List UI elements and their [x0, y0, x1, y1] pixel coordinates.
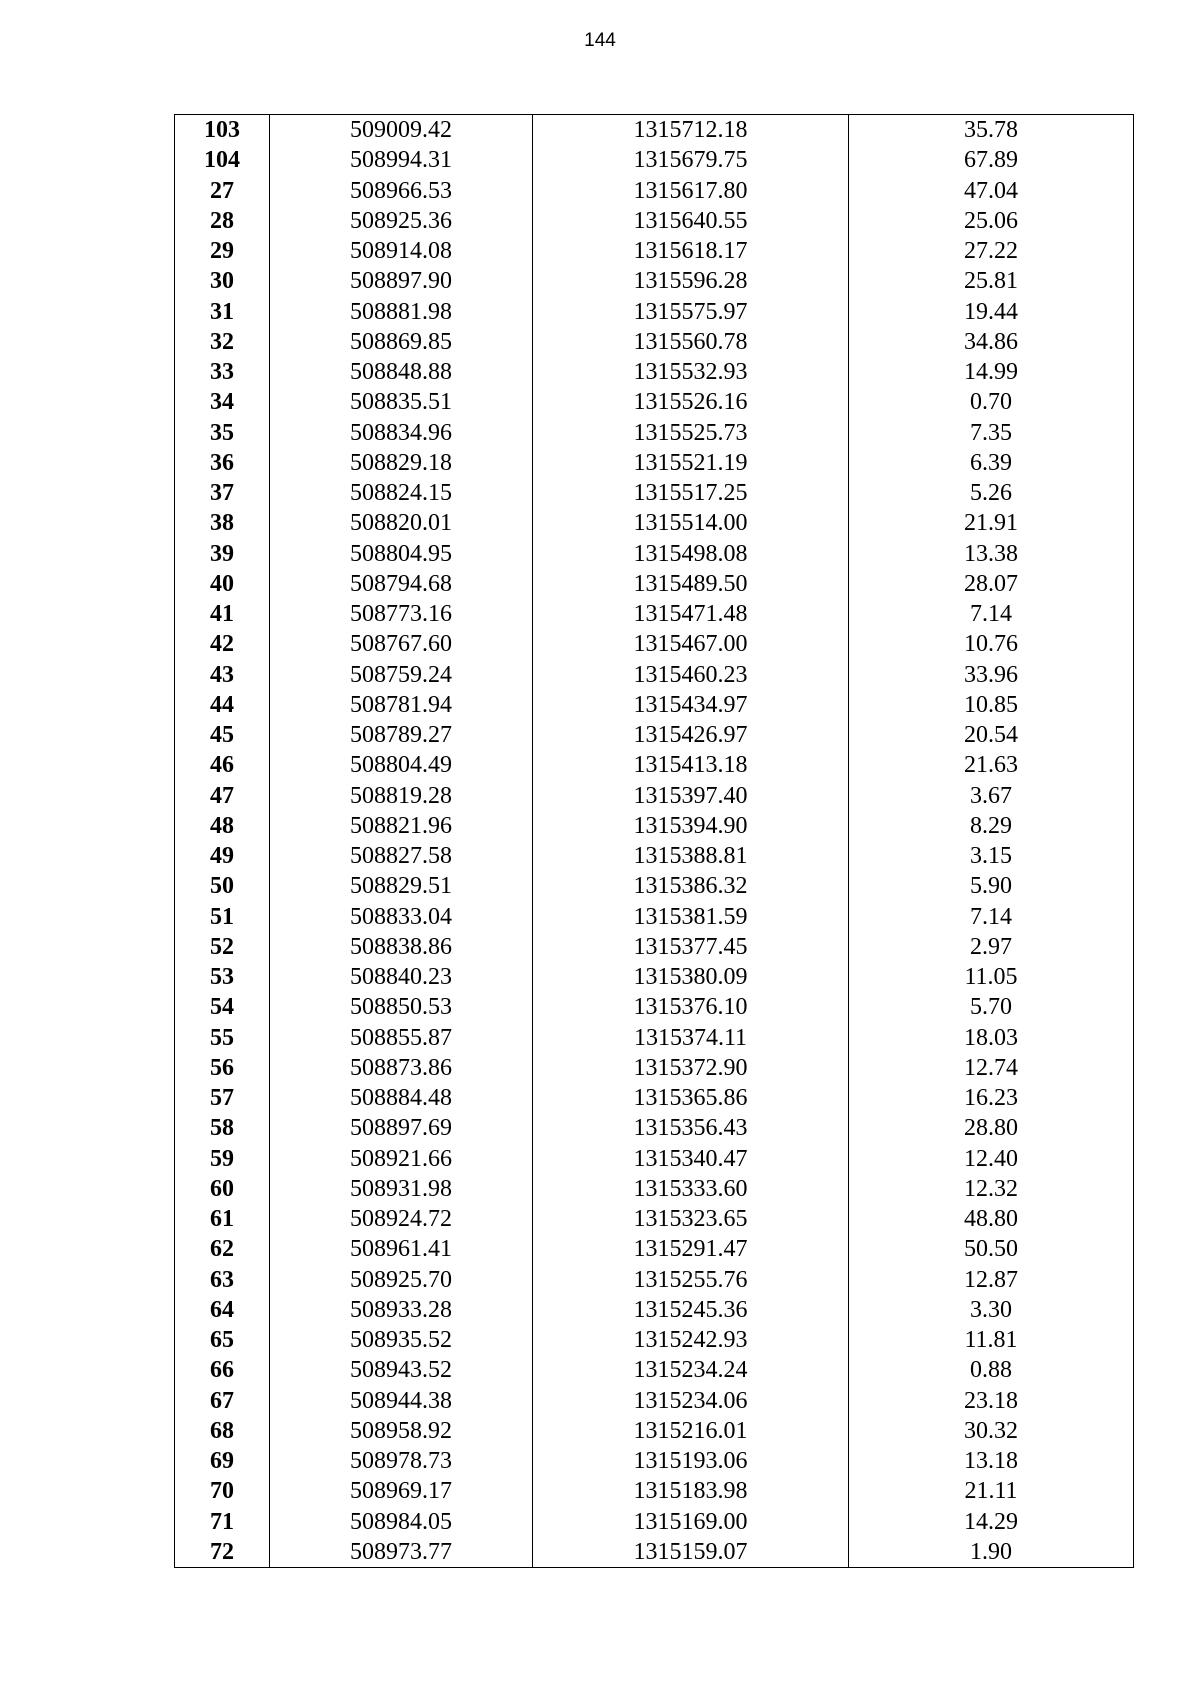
y-coordinate-cell: 1315521.19: [533, 448, 849, 478]
point-number-cell: 41: [175, 599, 270, 629]
distance-cell: 7.14: [849, 902, 1134, 932]
coordinates-table-body: [175, 115, 1134, 1568]
y-coordinate-cell: 1315323.65: [533, 1204, 849, 1234]
table-row: [175, 448, 1134, 478]
table-row: [175, 629, 1134, 659]
table-row: [175, 660, 1134, 690]
y-coordinate-cell: 1315380.09: [533, 962, 849, 992]
y-coordinate-cell: 1315434.97: [533, 690, 849, 720]
table-row: [175, 1204, 1134, 1234]
table-row: [175, 176, 1134, 206]
y-coordinate-cell: 1315617.80: [533, 176, 849, 206]
x-coordinate-cell: 508821.96: [270, 811, 533, 841]
distance-cell: 50.50: [849, 1234, 1134, 1264]
table-row: [175, 266, 1134, 296]
distance-cell: 10.85: [849, 690, 1134, 720]
point-number-cell: 104: [175, 145, 270, 175]
coordinates-table: [174, 114, 1134, 1568]
table-row: [175, 1416, 1134, 1446]
x-coordinate-cell: 508958.92: [270, 1416, 533, 1446]
point-number-cell: 68: [175, 1416, 270, 1446]
x-coordinate-cell: 508773.16: [270, 599, 533, 629]
x-coordinate-cell: 508994.31: [270, 145, 533, 175]
point-number-cell: 35: [175, 418, 270, 448]
table-row: [175, 932, 1134, 962]
distance-cell: 12.74: [849, 1053, 1134, 1083]
y-coordinate-cell: 1315596.28: [533, 266, 849, 296]
distance-cell: 0.88: [849, 1355, 1134, 1385]
table-row: [175, 1386, 1134, 1416]
distance-cell: 2.97: [849, 932, 1134, 962]
y-coordinate-cell: 1315374.11: [533, 1023, 849, 1053]
point-number-cell: 61: [175, 1204, 270, 1234]
table-row: [175, 357, 1134, 387]
table-row: [175, 539, 1134, 569]
y-coordinate-cell: 1315159.07: [533, 1537, 849, 1568]
table-row: [175, 781, 1134, 811]
x-coordinate-cell: 508767.60: [270, 629, 533, 659]
distance-cell: 8.29: [849, 811, 1134, 841]
x-coordinate-cell: 508897.69: [270, 1113, 533, 1143]
point-number-cell: 51: [175, 902, 270, 932]
y-coordinate-cell: 1315498.08: [533, 539, 849, 569]
x-coordinate-cell: 508781.94: [270, 690, 533, 720]
distance-cell: 14.29: [849, 1507, 1134, 1537]
y-coordinate-cell: 1315291.47: [533, 1234, 849, 1264]
x-coordinate-cell: 508931.98: [270, 1174, 533, 1204]
distance-cell: 28.07: [849, 569, 1134, 599]
point-number-cell: 57: [175, 1083, 270, 1113]
point-number-cell: 36: [175, 448, 270, 478]
x-coordinate-cell: 508833.04: [270, 902, 533, 932]
distance-cell: 30.32: [849, 1416, 1134, 1446]
point-number-cell: 30: [175, 266, 270, 296]
distance-cell: 13.18: [849, 1446, 1134, 1476]
table-row: [175, 145, 1134, 175]
point-number-cell: 54: [175, 992, 270, 1022]
point-number-cell: 42: [175, 629, 270, 659]
distance-cell: 1.90: [849, 1537, 1134, 1568]
distance-cell: 5.70: [849, 992, 1134, 1022]
distance-cell: 48.80: [849, 1204, 1134, 1234]
table-row: [175, 811, 1134, 841]
distance-cell: 12.40: [849, 1144, 1134, 1174]
point-number-cell: 52: [175, 932, 270, 962]
y-coordinate-cell: 1315413.18: [533, 750, 849, 780]
point-number-cell: 69: [175, 1446, 270, 1476]
point-number-cell: 70: [175, 1476, 270, 1506]
table-row: [175, 720, 1134, 750]
x-coordinate-cell: 509009.42: [270, 115, 533, 146]
distance-cell: 12.32: [849, 1174, 1134, 1204]
table-row: [175, 902, 1134, 932]
x-coordinate-cell: 508829.51: [270, 871, 533, 901]
x-coordinate-cell: 508835.51: [270, 387, 533, 417]
table-row: [175, 297, 1134, 327]
x-coordinate-cell: 508840.23: [270, 962, 533, 992]
table-row: [175, 992, 1134, 1022]
x-coordinate-cell: 508897.90: [270, 266, 533, 296]
distance-cell: 10.76: [849, 629, 1134, 659]
table-row: [175, 327, 1134, 357]
distance-cell: 3.67: [849, 781, 1134, 811]
distance-cell: 7.14: [849, 599, 1134, 629]
page-number: 144: [584, 30, 616, 51]
y-coordinate-cell: 1315517.25: [533, 478, 849, 508]
distance-cell: 18.03: [849, 1023, 1134, 1053]
table-row: [175, 115, 1134, 146]
distance-cell: 47.04: [849, 176, 1134, 206]
y-coordinate-cell: 1315426.97: [533, 720, 849, 750]
table-row: [175, 1507, 1134, 1537]
x-coordinate-cell: 508884.48: [270, 1083, 533, 1113]
x-coordinate-cell: 508973.77: [270, 1537, 533, 1568]
x-coordinate-cell: 508935.52: [270, 1325, 533, 1355]
table-row: [175, 1476, 1134, 1506]
y-coordinate-cell: 1315242.93: [533, 1325, 849, 1355]
point-number-cell: 33: [175, 357, 270, 387]
point-number-cell: 34: [175, 387, 270, 417]
y-coordinate-cell: 1315394.90: [533, 811, 849, 841]
table-row: [175, 569, 1134, 599]
point-number-cell: 43: [175, 660, 270, 690]
point-number-cell: 103: [175, 115, 270, 146]
x-coordinate-cell: 508925.36: [270, 206, 533, 236]
x-coordinate-cell: 508804.95: [270, 539, 533, 569]
point-number-cell: 71: [175, 1507, 270, 1537]
x-coordinate-cell: 508914.08: [270, 236, 533, 266]
point-number-cell: 44: [175, 690, 270, 720]
table-row: [175, 1295, 1134, 1325]
point-number-cell: 65: [175, 1325, 270, 1355]
distance-cell: 5.26: [849, 478, 1134, 508]
distance-cell: 0.70: [849, 387, 1134, 417]
distance-cell: 20.54: [849, 720, 1134, 750]
distance-cell: 7.35: [849, 418, 1134, 448]
y-coordinate-cell: 1315234.24: [533, 1355, 849, 1385]
table-row: [175, 1083, 1134, 1113]
table-row: [175, 962, 1134, 992]
distance-cell: 13.38: [849, 539, 1134, 569]
point-number-cell: 49: [175, 841, 270, 871]
distance-cell: 5.90: [849, 871, 1134, 901]
x-coordinate-cell: 508789.27: [270, 720, 533, 750]
distance-cell: 21.63: [849, 750, 1134, 780]
y-coordinate-cell: 1315381.59: [533, 902, 849, 932]
y-coordinate-cell: 1315377.45: [533, 932, 849, 962]
distance-cell: 27.22: [849, 236, 1134, 266]
table-row: [175, 690, 1134, 720]
y-coordinate-cell: 1315575.97: [533, 297, 849, 327]
x-coordinate-cell: 508944.38: [270, 1386, 533, 1416]
y-coordinate-cell: 1315532.93: [533, 357, 849, 387]
y-coordinate-cell: 1315525.73: [533, 418, 849, 448]
y-coordinate-cell: 1315255.76: [533, 1265, 849, 1295]
distance-cell: 3.30: [849, 1295, 1134, 1325]
x-coordinate-cell: 508924.72: [270, 1204, 533, 1234]
x-coordinate-cell: 508966.53: [270, 176, 533, 206]
x-coordinate-cell: 508933.28: [270, 1295, 533, 1325]
point-number-cell: 27: [175, 176, 270, 206]
point-number-cell: 55: [175, 1023, 270, 1053]
point-number-cell: 66: [175, 1355, 270, 1385]
point-number-cell: 67: [175, 1386, 270, 1416]
x-coordinate-cell: 508925.70: [270, 1265, 533, 1295]
table-row: [175, 1446, 1134, 1476]
distance-cell: 23.18: [849, 1386, 1134, 1416]
distance-cell: 33.96: [849, 660, 1134, 690]
distance-cell: 6.39: [849, 448, 1134, 478]
distance-cell: 19.44: [849, 297, 1134, 327]
y-coordinate-cell: 1315183.98: [533, 1476, 849, 1506]
distance-cell: 11.05: [849, 962, 1134, 992]
point-number-cell: 56: [175, 1053, 270, 1083]
point-number-cell: 63: [175, 1265, 270, 1295]
point-number-cell: 38: [175, 508, 270, 538]
point-number-cell: 29: [175, 236, 270, 266]
table-row: [175, 236, 1134, 266]
point-number-cell: 31: [175, 297, 270, 327]
table-row: [175, 418, 1134, 448]
distance-cell: 14.99: [849, 357, 1134, 387]
x-coordinate-cell: 508759.24: [270, 660, 533, 690]
x-coordinate-cell: 508881.98: [270, 297, 533, 327]
y-coordinate-cell: 1315356.43: [533, 1113, 849, 1143]
y-coordinate-cell: 1315376.10: [533, 992, 849, 1022]
table-row: [175, 841, 1134, 871]
point-number-cell: 58: [175, 1113, 270, 1143]
y-coordinate-cell: 1315712.18: [533, 115, 849, 146]
x-coordinate-cell: 508794.68: [270, 569, 533, 599]
table-row: [175, 1053, 1134, 1083]
point-number-cell: 46: [175, 750, 270, 780]
y-coordinate-cell: 1315618.17: [533, 236, 849, 266]
table-row: [175, 1113, 1134, 1143]
point-number-cell: 28: [175, 206, 270, 236]
table-row: [175, 478, 1134, 508]
distance-cell: 34.86: [849, 327, 1134, 357]
table-row: [175, 1265, 1134, 1295]
x-coordinate-cell: 508848.88: [270, 357, 533, 387]
y-coordinate-cell: 1315388.81: [533, 841, 849, 871]
point-number-cell: 53: [175, 962, 270, 992]
x-coordinate-cell: 508838.86: [270, 932, 533, 962]
table-row: [175, 1023, 1134, 1053]
y-coordinate-cell: 1315333.60: [533, 1174, 849, 1204]
distance-cell: 25.06: [849, 206, 1134, 236]
table-row: [175, 1537, 1134, 1568]
x-coordinate-cell: 508921.66: [270, 1144, 533, 1174]
table-row: [175, 1144, 1134, 1174]
x-coordinate-cell: 508855.87: [270, 1023, 533, 1053]
x-coordinate-cell: 508978.73: [270, 1446, 533, 1476]
table-row: [175, 599, 1134, 629]
x-coordinate-cell: 508827.58: [270, 841, 533, 871]
distance-cell: 21.11: [849, 1476, 1134, 1506]
y-coordinate-cell: 1315245.36: [533, 1295, 849, 1325]
distance-cell: 35.78: [849, 115, 1134, 146]
table-row: [175, 206, 1134, 236]
point-number-cell: 45: [175, 720, 270, 750]
point-number-cell: 64: [175, 1295, 270, 1325]
x-coordinate-cell: 508943.52: [270, 1355, 533, 1385]
distance-cell: 67.89: [849, 145, 1134, 175]
distance-cell: 25.81: [849, 266, 1134, 296]
y-coordinate-cell: 1315365.86: [533, 1083, 849, 1113]
x-coordinate-cell: 508850.53: [270, 992, 533, 1022]
point-number-cell: 50: [175, 871, 270, 901]
y-coordinate-cell: 1315471.48: [533, 599, 849, 629]
table-row: [175, 1325, 1134, 1355]
x-coordinate-cell: 508961.41: [270, 1234, 533, 1264]
distance-cell: 3.15: [849, 841, 1134, 871]
point-number-cell: 59: [175, 1144, 270, 1174]
y-coordinate-cell: 1315640.55: [533, 206, 849, 236]
x-coordinate-cell: 508804.49: [270, 750, 533, 780]
y-coordinate-cell: 1315514.00: [533, 508, 849, 538]
y-coordinate-cell: 1315234.06: [533, 1386, 849, 1416]
distance-cell: 11.81: [849, 1325, 1134, 1355]
y-coordinate-cell: 1315386.32: [533, 871, 849, 901]
table-row: [175, 508, 1134, 538]
point-number-cell: 40: [175, 569, 270, 599]
distance-cell: 28.80: [849, 1113, 1134, 1143]
point-number-cell: 32: [175, 327, 270, 357]
y-coordinate-cell: 1315460.23: [533, 660, 849, 690]
y-coordinate-cell: 1315340.47: [533, 1144, 849, 1174]
table-row: [175, 1355, 1134, 1385]
table-row: [175, 387, 1134, 417]
x-coordinate-cell: 508969.17: [270, 1476, 533, 1506]
x-coordinate-cell: 508984.05: [270, 1507, 533, 1537]
table-row: [175, 871, 1134, 901]
table-row: [175, 750, 1134, 780]
point-number-cell: 37: [175, 478, 270, 508]
distance-cell: 16.23: [849, 1083, 1134, 1113]
distance-cell: 21.91: [849, 508, 1134, 538]
point-number-cell: 60: [175, 1174, 270, 1204]
x-coordinate-cell: 508819.28: [270, 781, 533, 811]
x-coordinate-cell: 508873.86: [270, 1053, 533, 1083]
x-coordinate-cell: 508820.01: [270, 508, 533, 538]
y-coordinate-cell: 1315526.16: [533, 387, 849, 417]
x-coordinate-cell: 508824.15: [270, 478, 533, 508]
point-number-cell: 48: [175, 811, 270, 841]
point-number-cell: 72: [175, 1537, 270, 1568]
table-row: [175, 1174, 1134, 1204]
table-row: [175, 1234, 1134, 1264]
y-coordinate-cell: 1315679.75: [533, 145, 849, 175]
distance-cell: 12.87: [849, 1265, 1134, 1295]
y-coordinate-cell: 1315467.00: [533, 629, 849, 659]
y-coordinate-cell: 1315372.90: [533, 1053, 849, 1083]
y-coordinate-cell: 1315216.01: [533, 1416, 849, 1446]
y-coordinate-cell: 1315397.40: [533, 781, 849, 811]
y-coordinate-cell: 1315193.06: [533, 1446, 849, 1476]
y-coordinate-cell: 1315560.78: [533, 327, 849, 357]
x-coordinate-cell: 508829.18: [270, 448, 533, 478]
x-coordinate-cell: 508869.85: [270, 327, 533, 357]
x-coordinate-cell: 508834.96: [270, 418, 533, 448]
point-number-cell: 47: [175, 781, 270, 811]
y-coordinate-cell: 1315489.50: [533, 569, 849, 599]
y-coordinate-cell: 1315169.00: [533, 1507, 849, 1537]
point-number-cell: 62: [175, 1234, 270, 1264]
point-number-cell: 39: [175, 539, 270, 569]
